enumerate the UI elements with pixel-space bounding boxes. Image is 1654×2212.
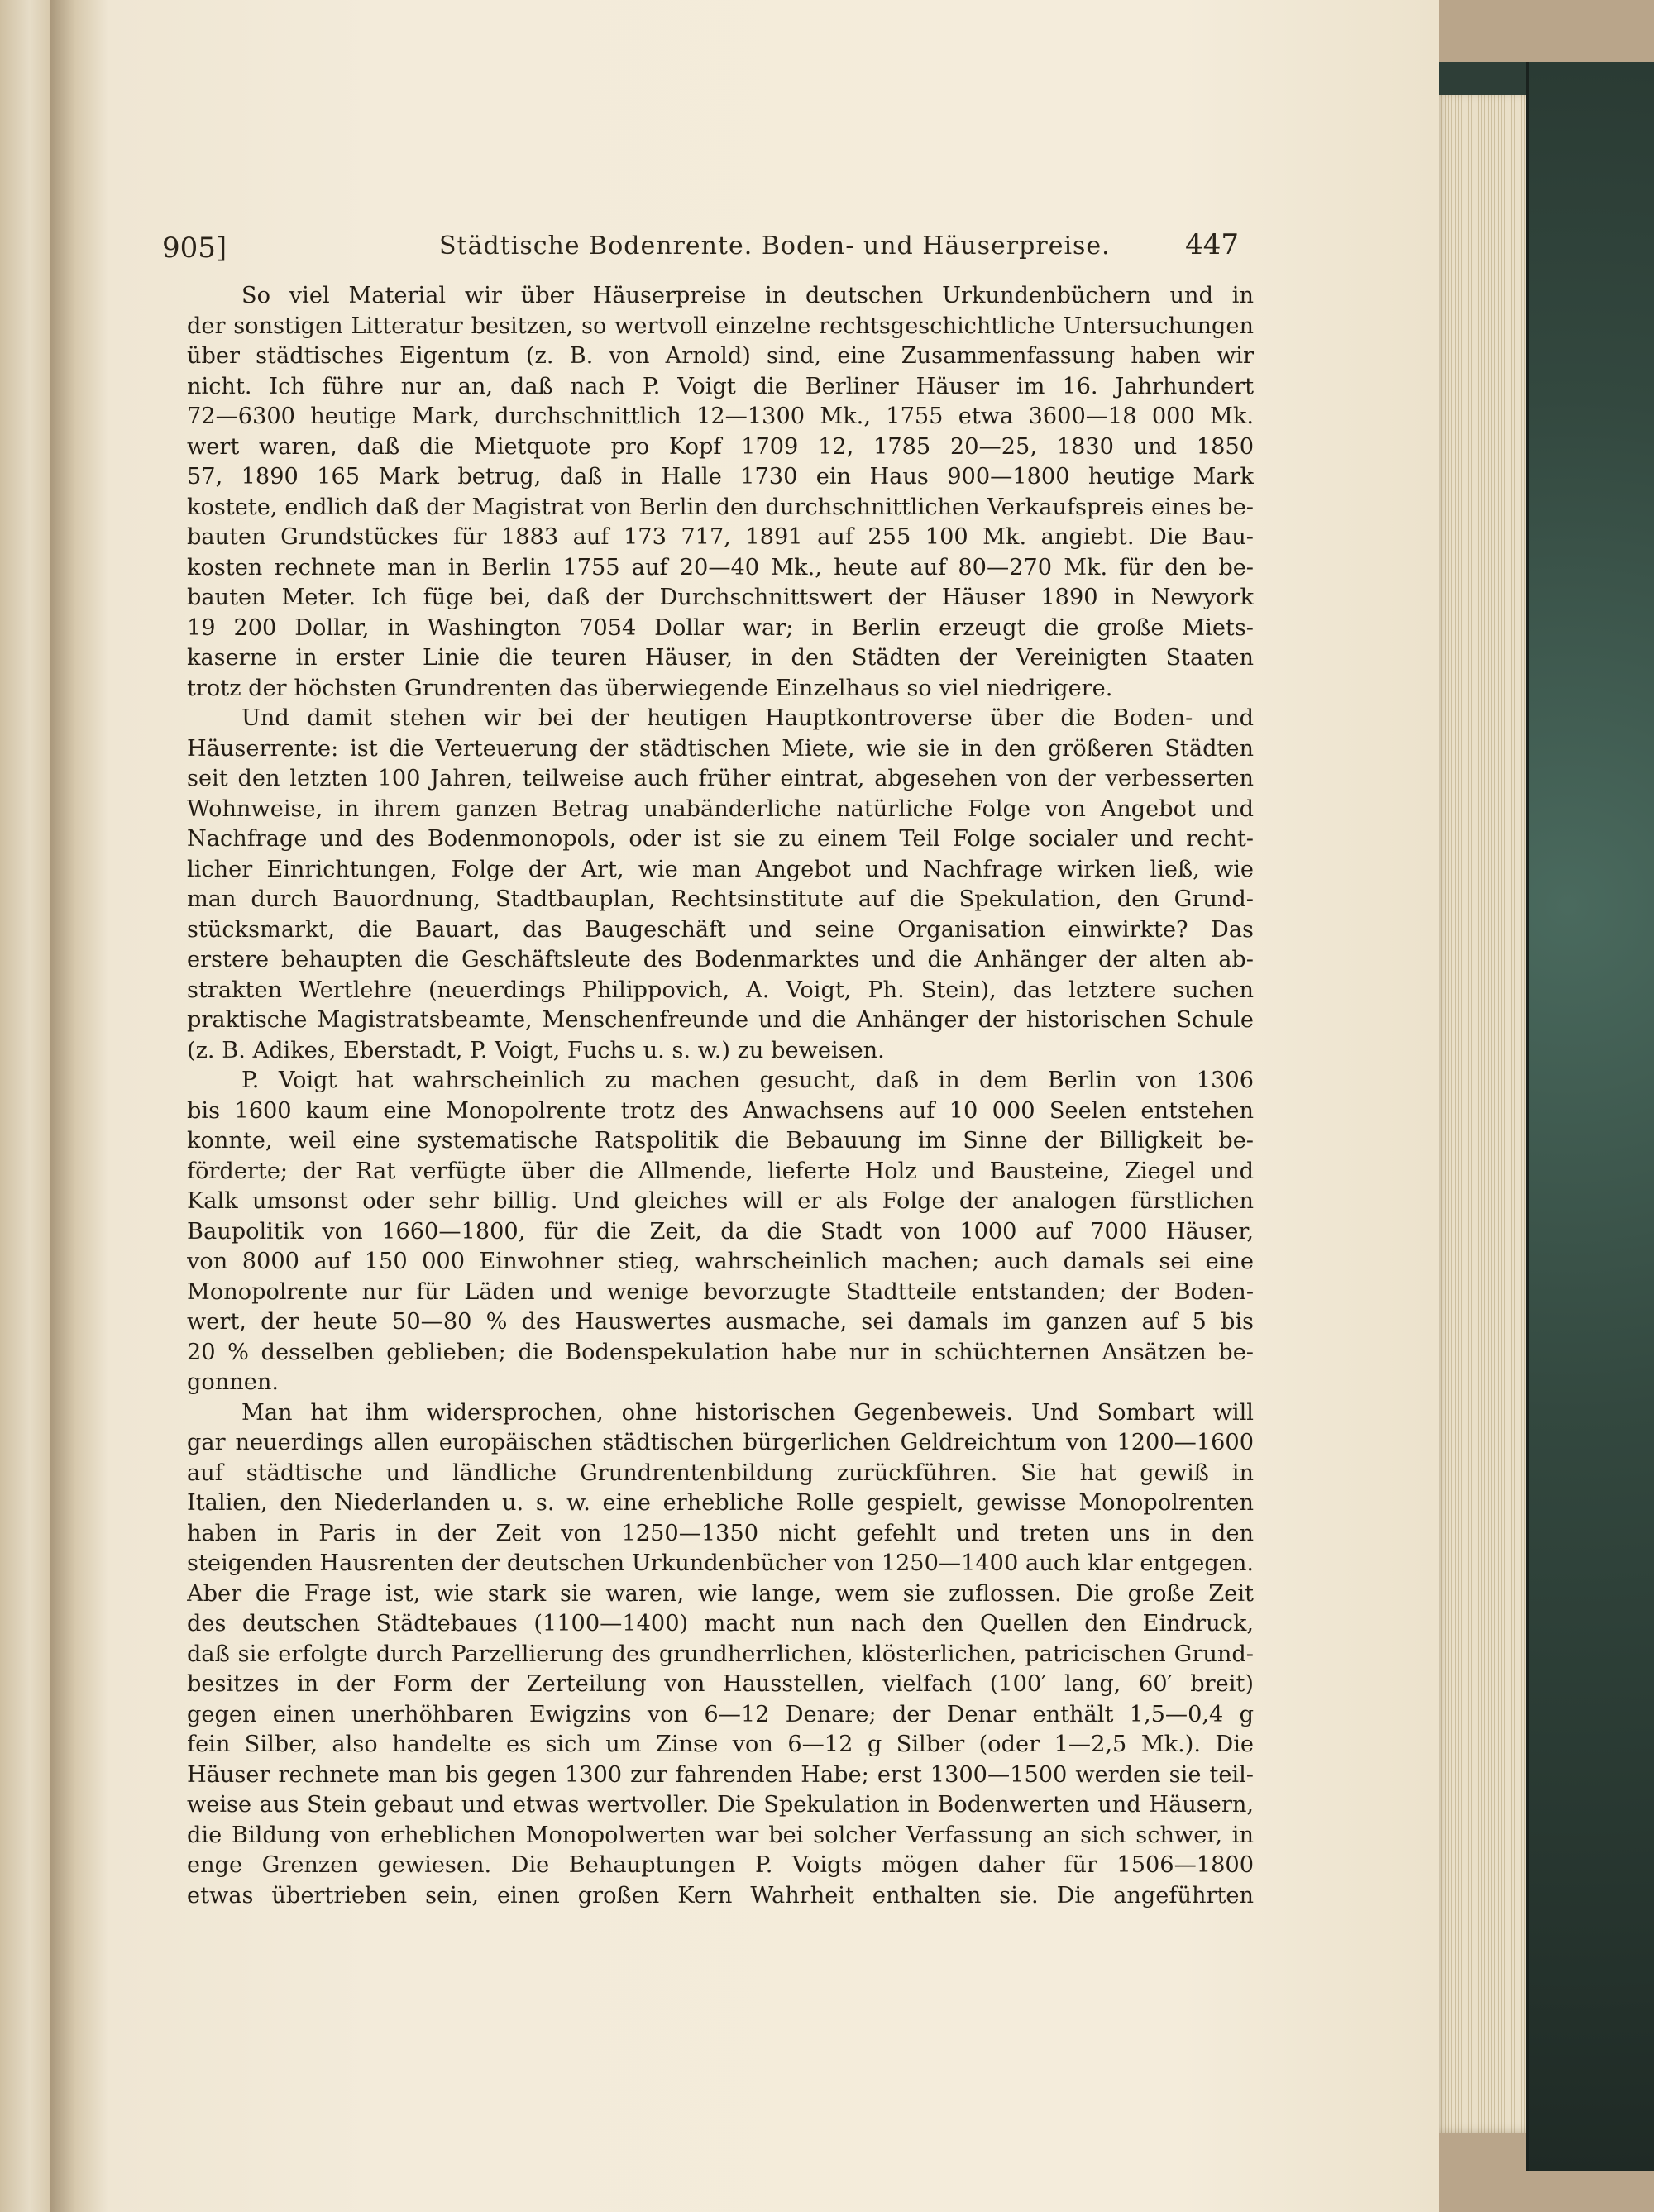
text-line: gonnen. (187, 1369, 280, 1395)
text-line: Baupolitik von 1660—1800, für die Zeit, da die Stadt von 1000 auf 7000 Häuser, (187, 1218, 1254, 1245)
text-line: P. Voigt hat wahrscheinlich zu machen gesucht, daß in dem Berlin von 1306 (241, 1068, 1254, 1093)
text-line: Häuserrente: ist die Verteuerung der städtischen Miete, wie sie in den größeren Städten (187, 735, 1254, 762)
text-line: Häuser rechnete man bis gegen 1300 zur fahrenden Habe; erst 1300—1500 werden sie teil- (187, 1761, 1254, 1788)
text-line: daß sie erfolgte durch Parzellierung des grundherrlichen, klösterlichen, patricischen Grund- (187, 1641, 1254, 1667)
text-line: Nachfrage und des Bodenmonopols, oder ist sie zu einem Teil Folge socialer und recht- (187, 826, 1254, 852)
text-line: Italien, den Niederlanden u. s. w. eine erhebliche Rolle gespielt, gewisse Monopolrenten (187, 1490, 1254, 1516)
text-line: Man hat ihm widersprochen, ohne historischen Gegenbeweis. Und Sombart will (241, 1399, 1254, 1426)
text-line: praktische Magistratsbeamte, Menschenfreunde und die Anhänger der historischen Schule (187, 1007, 1254, 1033)
book-gutter (50, 0, 108, 2212)
body-text (187, 281, 1254, 1911)
text-line: auf städtische und ländliche Grundrentenbildung zurückführen. Sie hat gewiß in (187, 1460, 1254, 1486)
text-line: Aber die Frage ist, wie stark sie waren, wie lange, wem sie zuflossen. Die große Zeit (187, 1580, 1254, 1607)
text-line: des deutschen Städtebaues (1100—1400) macht nun nach den Quellen den Eindruck, (187, 1611, 1254, 1636)
text-line: Und damit stehen wir bei der heutigen Hauptkontroverse über die Boden- und (241, 705, 1254, 731)
text-line: So viel Material wir über Häuserpreise in deutschen Urkundenbüchern und in (241, 283, 1254, 308)
text-line: (z. B. Adikes, Eberstadt, P. Voigt, Fuchs u. s. w.) zu beweisen. (187, 1037, 885, 1063)
text-line: bauten Meter. Ich füge bei, daß der Durchschnittswert der Häuser 1890 in Newyork (187, 585, 1254, 610)
text-line: die Bildung von erheblichen Monopolwerten war bei solcher Verfassung an sich schwer, in (187, 1822, 1254, 1848)
text-line: stücksmarkt, die Bauart, das Baugeschäft und seine Organisation einwirkte? Das (187, 916, 1254, 943)
text-line: weise aus Stein gebaut und etwas wertvoller. Die Spekulation in Bodenwerten und Häusern, (187, 1792, 1254, 1818)
text-line: besitzes in der Form der Zerteilung von Hausstellen, vielfach (100′ lang, 60′ breit) (187, 1671, 1254, 1697)
text-line: Kalk umsonst oder sehr billig. Und gleiches will er als Folge der analogen fürstlichen (187, 1188, 1254, 1214)
text-line: wert waren, daß die Mietquote pro Kopf 1709 12, 1785 20—25, 1830 und 1850 (187, 433, 1254, 460)
text-line: kaserne in erster Linie die teuren Häuser, in den Städten der Vereinigten Staaten (187, 645, 1254, 671)
text-line: man durch Bauordnung, Stadtbauplan, Rechtsinstitute auf die Spekulation, den Grund- (187, 886, 1254, 912)
text-line: 20 % desselben geblieben; die Bodenspekulation habe nur in schüchternen Ansätzen be- (187, 1339, 1254, 1365)
page-number: 447 (1185, 228, 1239, 261)
text-line: wert, der heute 50—80 % des Hauswertes ausmache, sei damals im ganzen auf 5 bis (187, 1309, 1254, 1335)
text-line: förderte; der Rat verfügte über die Allmende, lieferte Holz und Bausteine, Ziegel und (187, 1158, 1254, 1184)
book-cover (1526, 62, 1654, 2171)
text-line: nicht. Ich führe nur an, daß nach P. Voigt die Berliner Häuser im 16. Jahrhundert (187, 373, 1254, 399)
text-line: fein Silber, also handelte es sich um Zinse von 6—12 g Silber (oder 1—2,5 Mk.). Die (187, 1732, 1254, 1757)
text-line: gar neuerdings allen europäischen städtischen bürgerlichen Geldreichtum von 1200—1600 (187, 1430, 1254, 1455)
text-line: 57, 1890 165 Mark betrug, daß in Halle 1730 ein Haus 900—1800 heutige Mark (187, 464, 1254, 490)
text-line: haben in Paris in der Zeit von 1250—1350 nicht gefehlt und treten uns in den (187, 1520, 1254, 1546)
text-line: 72—6300 heutige Mark, durchschnittlich 12—1300 Mk., 1755 etwa 3600—18 000 Mk. (187, 404, 1254, 429)
running-header (162, 228, 1239, 265)
text-line: konnte, weil eine systematische Ratspolitik die Bebauung im Sinne der Billigkeit be- (187, 1128, 1254, 1154)
text-line: kosten rechnete man in Berlin 1755 auf 20—40 Mk., heute auf 80—270 Mk. für den be- (187, 554, 1254, 580)
text-line: Wohnweise, in ihrem ganzen Betrag unabänderliche natürliche Folge von Angebot und (187, 795, 1254, 822)
text-line: über städtisches Eigentum (z. B. von Arnold) sind, eine Zusammenfassung haben wir (187, 343, 1254, 369)
text-line: strakten Wertlehre (neuerdings Philippovich, A. Voigt, Ph. Stein), das letztere suchen (187, 977, 1254, 1003)
facing-page-edge (0, 0, 50, 2212)
text-line: bauten Grundstückes für 1883 auf 173 717, 1891 auf 255 100 Mk. angiebt. Die Bau- (187, 524, 1254, 550)
text-line: enge Grenzen gewiesen. Die Behauptungen P. Voigts mögen daher für 1506—1800 (187, 1852, 1254, 1878)
text-line: licher Einrichtungen, Folge der Art, wie man Angebot und Nachfrage wirken ließ, wie (187, 856, 1254, 882)
page-edges (1439, 91, 1534, 2133)
running-title: Städtische Bodenrente. Boden- und Häuserpreise. (439, 232, 1111, 260)
text-line: erstere behaupten die Geschäftsleute des Bodenmarktes und die Anhänger der alten ab- (187, 947, 1254, 972)
text-line: von 8000 auf 150 000 Einwohner stieg, wahrscheinlich machen; auch damals sei eine (187, 1249, 1254, 1274)
text-line: kostete, endlich daß der Magistrat von Berlin den durchschnittlichen Verkaufspreis eines be- (187, 494, 1254, 520)
text-line: seit den letzten 100 Jahren, teilweise auch früher eintrat, abgesehen von der verbesserten (187, 766, 1254, 791)
text-line: 19 200 Dollar, in Washington 7054 Dollar war; in Berlin erzeugt die große Miets- (187, 614, 1254, 641)
text-line: gegen einen unerhöhbaren Ewigzins von 6—12 Denare; der Denar enthält 1,5—0,4 g (187, 1701, 1254, 1727)
text-line: der sonstigen Litteratur besitzen, so wertvoll einzelne rechtsgeschichtliche Untersuchungen (187, 313, 1254, 339)
page-number-left: 905] (162, 232, 227, 265)
text-line: Monopolrente nur für Läden und wenige bevorzugte Stadtteile entstanden; der Boden- (187, 1278, 1254, 1305)
text-line: etwas übertrieben sein, einen großen Kern Wahrheit enthalten sie. Die angeführten (187, 1882, 1254, 1909)
text-line: bis 1600 kaum eine Monopolrente trotz des Anwachsens auf 10 000 Seelen entstehen (187, 1097, 1254, 1124)
text-line: trotz der höchsten Grundrenten das überwiegende Einzelhaus so viel niedrigere. (187, 675, 1113, 701)
text-line: steigenden Hausrenten der deutschen Urkundenbücher von 1250—1400 auch klar entgegen. (187, 1550, 1254, 1576)
